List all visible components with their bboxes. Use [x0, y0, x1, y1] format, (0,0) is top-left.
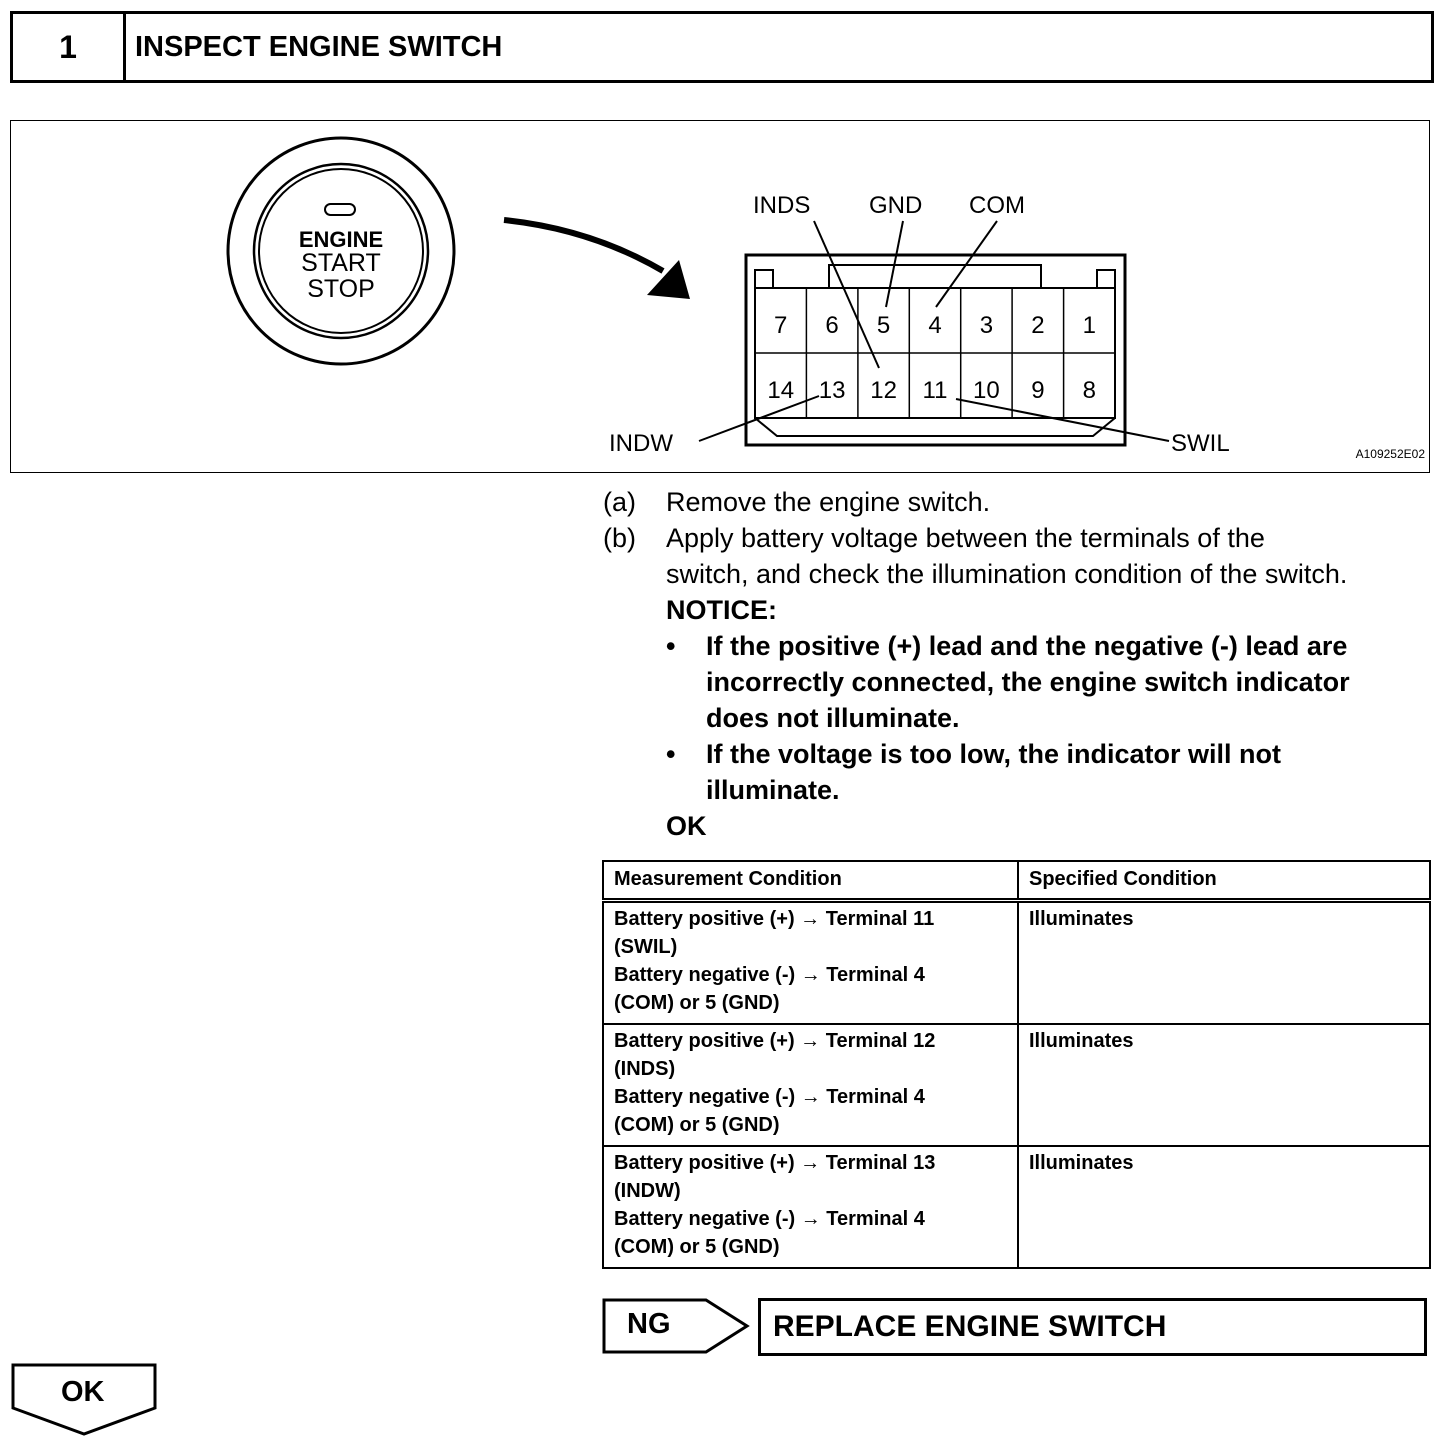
figure-code: A109252E02 — [1355, 447, 1425, 461]
measurement-line: Battery positive (+) → Terminal 13 — [614, 1152, 936, 1174]
ng-result-box: REPLACE ENGINE SWITCH — [758, 1298, 1427, 1356]
terminal-11: 11 — [922, 377, 948, 404]
measurement-cell — [603, 901, 1018, 1025]
terminal-numbers — [767, 312, 1096, 404]
header-measurement-condition: Measurement Condition — [603, 861, 1018, 901]
step-b — [603, 520, 1443, 556]
step-b-text-1: Apply battery voltage between the terminals of the — [666, 523, 1265, 553]
measurement-line: Battery negative (-) → Terminal 4 — [614, 1086, 925, 1108]
measurement-cell — [603, 1024, 1018, 1146]
step-a — [603, 484, 1443, 520]
table-row — [603, 901, 1430, 1025]
bullet-1-line-2: incorrectly connected, the engine switch indicator — [706, 667, 1350, 697]
terminal-1: 1 — [1082, 312, 1096, 339]
terminal-9: 9 — [1031, 377, 1045, 404]
bullet-2-line-1: If the voltage is too low, the indicator will not — [706, 739, 1282, 769]
button-text-start: START — [301, 249, 381, 277]
notice-bullet-1 — [666, 628, 1443, 736]
measurement-line: (COM) or 5 (GND) — [614, 1236, 780, 1258]
indicator-lamp-icon — [325, 204, 355, 215]
engine-start-button-illustration — [228, 138, 454, 364]
spec-cell: Illuminates — [1018, 901, 1430, 1025]
notice-heading: NOTICE: — [666, 595, 777, 625]
button-text-engine: ENGINE — [298, 227, 384, 252]
terminal-5: 5 — [876, 312, 891, 339]
terminal-13: 13 — [818, 377, 846, 404]
step-b-text-2: switch, and check the illumination condition of the switch. — [666, 559, 1348, 589]
ok-condition: OK — [666, 811, 707, 841]
bullet-dot: • — [666, 631, 676, 661]
ng-arrow-icon — [602, 1296, 752, 1358]
signal-labels — [609, 192, 1425, 461]
spec-table — [602, 860, 1431, 1269]
measurement-line: (COM) or 5 (GND) — [614, 992, 780, 1014]
measurement-line: (COM) or 5 (GND) — [614, 1114, 780, 1136]
terminal-7: 7 — [774, 312, 788, 339]
label-inds: INDS — [753, 192, 811, 219]
step-a-label: (a) — [603, 487, 636, 517]
notice-bullet-2 — [666, 736, 1443, 808]
button-text-stop: STOP — [307, 275, 375, 303]
bullet-dot: • — [666, 739, 676, 769]
label-indw: INDW — [609, 430, 673, 457]
step-header — [10, 11, 1434, 83]
step-title: INSPECT ENGINE SWITCH — [135, 30, 503, 63]
terminal-2: 2 — [1031, 312, 1045, 339]
ng-label: NG — [627, 1308, 671, 1340]
bullet-1-line-1: If the positive (+) lead and the negative (-) lead are — [706, 631, 1348, 661]
table-row — [603, 1024, 1430, 1146]
measurement-line: (INDS) — [614, 1058, 676, 1080]
curved-arrow-icon — [504, 220, 690, 299]
measurement-cell — [603, 1146, 1018, 1268]
measurement-line: (SWIL) — [614, 936, 678, 958]
spec-cell: Illuminates — [1018, 1146, 1430, 1268]
step-a-text: Remove the engine switch. — [666, 487, 991, 517]
header-specified-condition: Specified Condition — [1018, 861, 1430, 901]
terminal-12: 12 — [870, 377, 897, 404]
table-header-row — [603, 861, 1430, 901]
table-row — [603, 1146, 1430, 1268]
label-com: COM — [969, 192, 1025, 219]
terminal-10: 10 — [973, 377, 1000, 404]
bullet-2-line-2: illuminate. — [706, 775, 840, 805]
terminal-6: 6 — [825, 312, 839, 339]
figure-svg — [11, 121, 1431, 474]
terminal-3: 3 — [979, 312, 994, 339]
ok-arrow-label: OK — [61, 1376, 105, 1408]
measurement-line: (INDW) — [614, 1180, 681, 1202]
step-number: 1 — [13, 14, 126, 80]
connector-figure — [10, 120, 1430, 473]
instructions — [603, 484, 1443, 844]
measurement-line: Battery positive (+) → Terminal 11 — [614, 908, 935, 930]
terminal-8: 8 — [1082, 377, 1096, 404]
measurement-line: Battery negative (-) → Terminal 4 — [614, 964, 925, 986]
measurement-line: Battery positive (+) → Terminal 12 — [614, 1030, 936, 1052]
label-gnd: GND — [869, 192, 923, 219]
step-b-label: (b) — [603, 523, 636, 553]
spec-cell: Illuminates — [1018, 1024, 1430, 1146]
connector-body — [746, 255, 1125, 445]
label-swil: SWIL — [1171, 430, 1230, 457]
terminal-4: 4 — [928, 312, 942, 339]
measurement-line: Battery negative (-) → Terminal 4 — [614, 1208, 925, 1230]
bullet-1-line-3: does not illuminate. — [706, 703, 960, 733]
terminal-14: 14 — [767, 377, 795, 404]
